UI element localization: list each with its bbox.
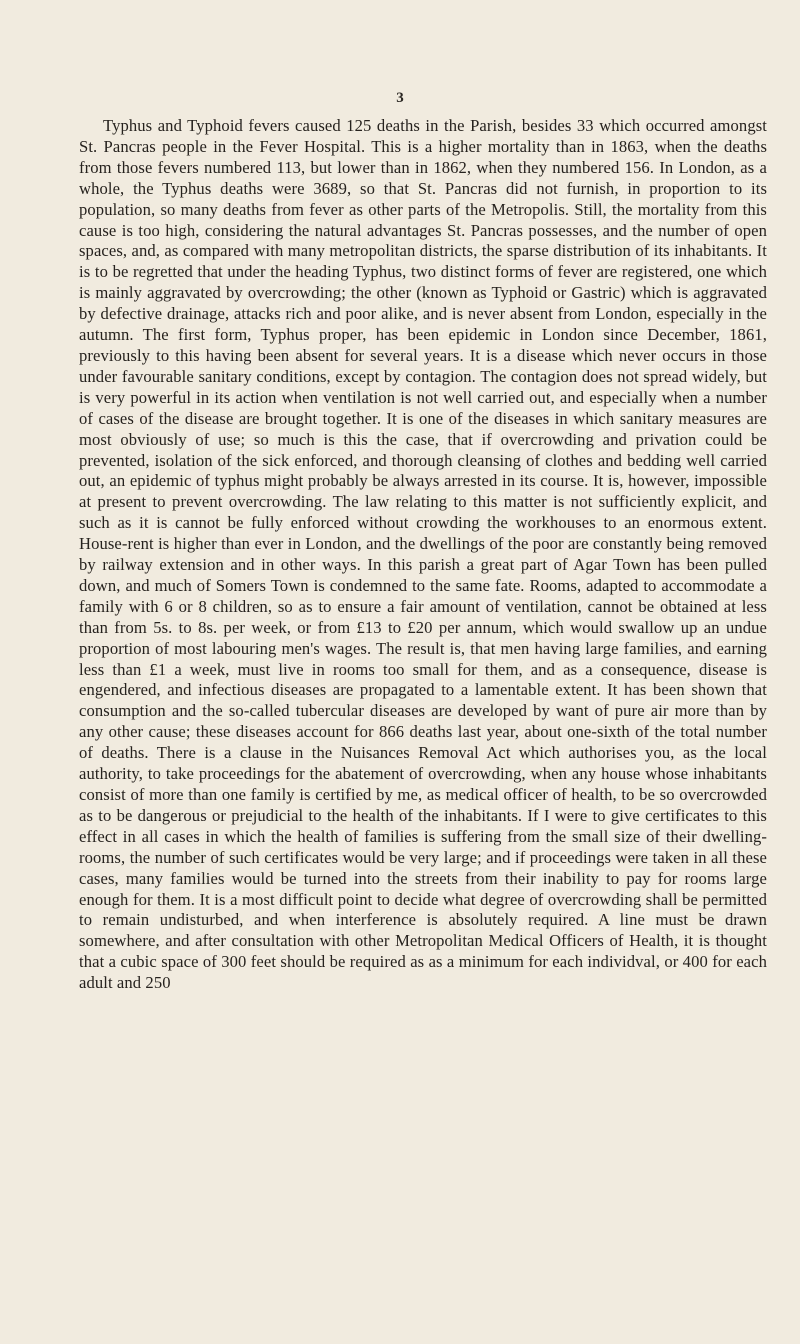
body-paragraph: Typhus and Typhoid fevers caused 125 deaths in the Parish, besides 33 which occurred amongst St. Pancras people in the Fever Hospital. This is a higher mortality than in 1863, when the deaths from those fevers numbered 113, but lower than in 1862, when they numbered 156. In London, as a whole, the Typhus deaths were 3689, so that St. Pancras did not furnish, in proportion to its population, so many deaths from fever as other parts of the Metropolis. Still, the mortality from this cause is too high, considering the natural advantages St. Pancras possesses, and the number of open spaces, and, as compared with many metropolitan districts, the sparse distribution of its inhabitants. It is to be regretted that under the heading Typhus, two distinct forms of fever are registered, one which is mainly aggravated by overcrowding; the other (known as Typhoid or Gastric) which is aggravated by defective drainage, attacks rich and poor alike, and is never absent from London, especially in the autumn. The first form, Typhus proper, has been epidemic in London since December, 1861, previously to this having been absent for several years. It is a disease which never occurs in those under favourable sanitary conditions, except by contagion. The contagion does not spread widely, but is very powerful in its action when ventilation is not well carried out, and especially when a number of cases of the disease are brought together. It is one of the diseases in which sanitary measures are most obviously of use; so much is this the case, that if overcrowding and privation could be prevented, isolation of the sick enforced, and thorough cleansing of clothes and bedding well carried out, an epidemic of typhus might probably be always arrested in its course. It is, however, impossible at present to prevent overcrowding. The law relating to this matter is not sufficiently explicit, and such as it is cannot be fully enforced without crowding the workhouses to an enormous extent. House-rent is higher than ever in London, and the dwellings of the poor are constantly being removed by railway extension and in other ways. In this parish a great part of Agar Town has been pulled down, and much of Somers Town is condemned to the same fate. Rooms, adapted to accommodate a family with 6 or 8 children, so as to ensure a fair amount of ventilation, cannot be obtained at less than from 5s. to 8s. per week, or from £13 to £20 per annum, which would swallow up an undue proportion of most labouring men's wages. The result is, that men having large families, and earning less than £1 a week, must live in rooms too small for them, and as a consequence, disease is engendered, and infectious diseases are propagated to a lamentable extent. It has been shown that consumption and the so-called tubercular diseases are developed by want of pure air more than by any other cause; these diseases account for 866 deaths last year, about one-sixth of the total number of deaths. There is a clause in the Nuisances Removal Act which authorises you, as the local authority, to take proceedings for the abatement of overcrowding, when any house whose inhabitants consist of more than one family is certified by me, as medical officer of health, to be so overcrowded as to be dangerous or prejudicial to the health of the inhabitants. If I were to give certificates to this effect in all cases in which the health of families is suffering from the small size of their dwelling-rooms, the number of such certificates would be very large; and if proceedings were taken in all these cases, many families would be turned into the streets from their inability to pay for rooms large enough for them. It is a most difficult point to decide what degree of overcrowding shall be permitted to remain undisturbed, and when interference is absolutely required. A line must be drawn somewhere, and after consultation with other Metropolitan Medical Officers of Health, it is thought that a cubic space of 300 feet should be required as as a minimum for each individval, or 400 for each adult and 250 [79, 116, 767, 993]
page-number: 3 [396, 90, 404, 106]
